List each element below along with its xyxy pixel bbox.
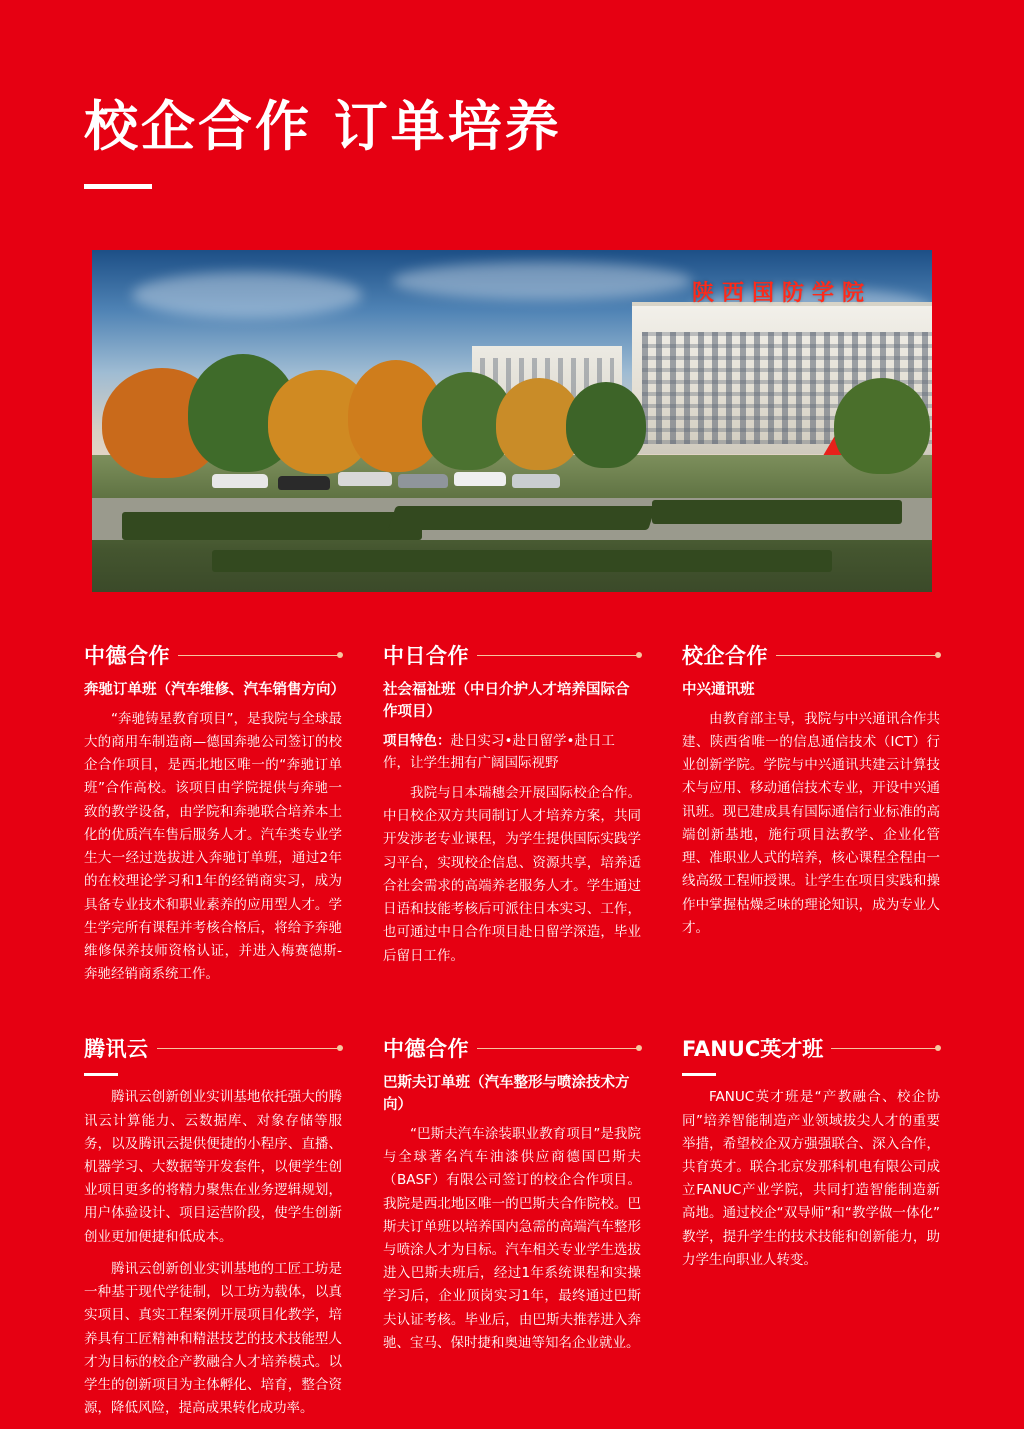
card-header xyxy=(682,1033,940,1063)
photo-hedge xyxy=(122,512,422,540)
card-basf xyxy=(383,1033,641,1429)
photo-hedge xyxy=(652,500,902,524)
card-heading: 中德合作 xyxy=(383,1037,469,1062)
header-rule-icon xyxy=(831,1048,940,1049)
building-sign-text: 陕西国防学院 xyxy=(692,281,873,306)
card-fanuc xyxy=(682,1033,940,1429)
card-header xyxy=(682,640,940,670)
header-rule-icon xyxy=(776,655,940,656)
card-paragraph: 由教育部主导，我院与中兴通讯合作共建、陕西省唯一的信息通信技术（ICT）行业创新学院。学院与中兴通讯共建云计算技术与应用、移动通信技术专业，开设中兴通讯班。现已建成具有国际通信行业标准的高端创新基地，施行项目法教学、企业化管理、准职业人式的培养，核心课程全程由一线高级工程师授课。让学生在项目实践和操作中掌握枯燥乏味的理论知识，成为专业人才。 xyxy=(682,710,940,936)
content-columns xyxy=(84,640,940,1429)
card-header xyxy=(383,1033,641,1063)
header-rule-icon xyxy=(477,655,641,656)
card-header xyxy=(84,640,342,670)
card-paragraph: 腾讯云创新创业实训基地依托强大的腾讯云计算能力、云数据库、对象存储等服务，以及腾讯云提供便捷的小程序、直播、机器学习、大数据等开发套件，以便学生创业项目更多的将精力聚焦在业务逻辑规划，用户体验设计、项目运营阶段，使学生创新创业更加便捷和低成本。 xyxy=(84,1089,342,1245)
title-block xyxy=(84,96,944,189)
card-heading: FANUC英才班 xyxy=(682,1037,824,1062)
card-subtitle: 中兴通讯班 xyxy=(682,682,755,698)
card-feature-text: 赴日实习•赴日留学•赴日工作，让学生拥有广阔国际视野 xyxy=(383,732,615,771)
photo-tree xyxy=(566,382,646,468)
photo-car xyxy=(212,474,268,488)
card-heading: 校企合作 xyxy=(682,644,768,668)
card-underline xyxy=(682,1073,716,1076)
header-rule-icon xyxy=(178,655,342,656)
column-row-2 xyxy=(84,1033,940,1429)
photo-hedge xyxy=(388,506,656,530)
card-paragraph: 我院与日本瑞穗会开展国际校企合作。中日校企双方共同制订人才培养方案，共同开发涉老专业课程，为学生提供国际实践学习平台，实现校企信息、资源共享，培养适合社会需求的高端养老服务人才。学生通过日语和技能考核后可派往日本实习、工作，也可通过中日合作项目赴日留学深造，毕业后留日工作。 xyxy=(383,785,641,964)
photo-car xyxy=(512,474,560,488)
card-heading: 中德合作 xyxy=(84,644,170,668)
photo-hedge xyxy=(212,550,832,572)
card-heading: 腾讯云 xyxy=(84,1037,149,1062)
photo-tree xyxy=(834,378,930,474)
card-benz xyxy=(84,640,345,995)
card-paragraph: “奔驰铸星教育项目”，是我院与全球最大的商用车制造商—德国奔驰公司签订的校企合作项目，是西北地区唯一的“奔驰订单班”合作高校。该项目由学院提供与奔驰一致的教学设备，由学院和奔驰联合培养本土化的优质汽车售后服务人才。汽车类专业学生大一经过选拔进入奔驰订单班，通过2年的在校理论学习和1年的经销商实习，成为具备专业技术和职业素养的应用型人才。学生学完所有课程并考核合格后，将给予奔驰维修保养技师资格认证，并进入梅赛德斯-奔驰经销商系统工作。 xyxy=(84,710,342,983)
page-title: 校企合作 订单培养 xyxy=(84,95,562,158)
card-header xyxy=(383,640,641,670)
card-feature xyxy=(383,730,641,775)
card-subtitle: 奔驰订单班（汽车维修、汽车销售方向） xyxy=(84,682,345,698)
photo-car xyxy=(398,474,448,488)
photo-car xyxy=(454,472,506,486)
card-underline xyxy=(84,1073,118,1076)
photo-cloud xyxy=(392,262,692,300)
card-paragraph: “巴斯夫汽车涂装职业教育项目”是我院与全球著名汽车油漆供应商德国巴斯夫（BASF）有限公司签订的校企合作项目。我院是西北地区唯一的巴斯夫合作院校。巴斯夫订单班以培养国内急需的高端汽车整形与喷涂人才为目标。汽车相关专业学生选拔进入巴斯夫班后，经过1年系统课程和实操学习后，企业顶岗实习1年，最终通过巴斯夫认证考核。毕业后，由巴斯夫推荐进入奔驰、宝马、保时捷和奥迪等知名企业就业。 xyxy=(383,1125,641,1351)
card-paragraph: 腾讯云创新创业实训基地的工匠工坊是一种基于现代学徒制，以工坊为载体，以真实项目、真实工程案例开展项目化教学，培养具有工匠精神和精湛技艺的技术技能型人才为目标的校企产教融合人才培养模式。以学生的创新项目为主体孵化、培育，整合资源，降低风险，提高成果转化成功率。 xyxy=(84,1260,342,1417)
card-subtitle: 社会福祉班（中日介护人才培养国际合作项目） xyxy=(383,682,630,720)
title-underline xyxy=(84,184,152,189)
photo-car xyxy=(278,476,330,490)
header-rule-icon xyxy=(157,1048,343,1049)
card-feature-label: 项目特色： xyxy=(383,732,451,749)
card-tencent-cloud xyxy=(84,1033,342,1429)
header-rule-icon xyxy=(477,1048,641,1049)
card-subtitle: 巴斯夫订单班（汽车整形与喷涂技术方向） xyxy=(383,1075,630,1114)
card-zte xyxy=(682,640,940,995)
card-header xyxy=(84,1033,342,1063)
campus-photo xyxy=(92,250,932,592)
photo-cloud xyxy=(132,272,362,318)
card-heading: 中日合作 xyxy=(383,644,469,668)
photo-car xyxy=(338,472,392,486)
card-japan xyxy=(383,640,641,995)
card-paragraph: FANUC英才班是“产教融合、校企协同”培养智能制造产业领域拔尖人才的重要举措，希望校企双方强强联合、深入合作，共育英才。联合北京发那科机电有限公司成立FANUC产业学院，共同打造智能制造新高地。通过校企“双导师”和“教学做一体化”教学，提升学生的技术技能和创新能力，助力学生向职业人转变。 xyxy=(682,1089,940,1268)
column-row-1 xyxy=(84,640,940,995)
